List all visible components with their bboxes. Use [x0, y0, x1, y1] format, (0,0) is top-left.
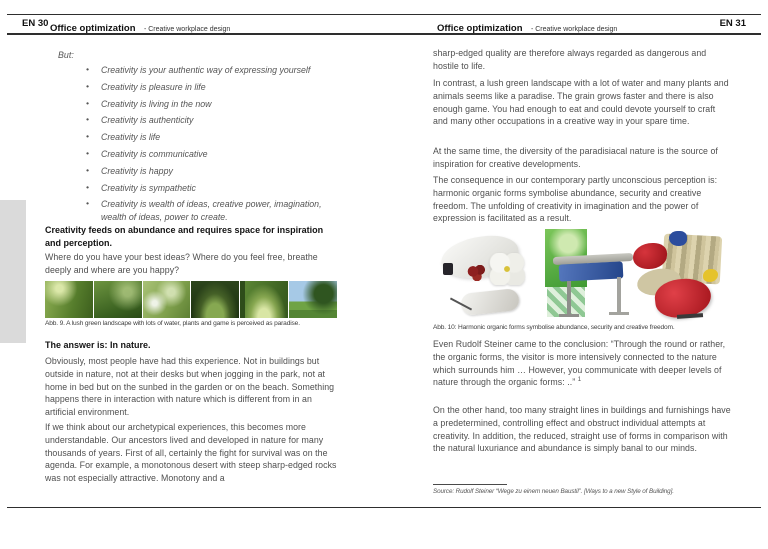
bullet-item: • Creativity is authenticity [86, 114, 342, 126]
creativity-bullet-list [86, 64, 342, 228]
header-title-left [50, 18, 230, 36]
header-title-left-sub: - Creative workplace design [143, 26, 231, 33]
fig9-photo-dark-tree [191, 281, 239, 318]
fig10-desk-leg [617, 277, 621, 313]
fig10-blue-blob-shape [669, 231, 687, 246]
para-archetypical: If we think about our archetypical experiences, this becomes more understandable. Our ancestors lived and developed in nature for many thousands of years. First of all, certainly the fight for survival was on the agenda. For example, a monotonous desert with steep sharp-edged rocks was not especially attractive. Monotony and a [45, 422, 337, 484]
section-side-tab [0, 200, 26, 343]
figure-9-caption: Abb. 9. A lush green landscape with lots of water, plants and game is perceived as paradise. [45, 320, 300, 327]
bullet-item: • Creativity is happy [86, 165, 342, 177]
para-straight-lines: On the other hand, too many straight lines in buildings and furnishings have a predetermined, controlling effect and obstruct individual attempts at creativity. In addition, the reduced, straight use of forms in comparison with the natural luxuriance and abundance is simply banal to our minds. [433, 405, 731, 454]
figure-10-caption: Abb. 10: Harmonic organic forms symbolise abundance, security and creative freedom. [433, 324, 675, 331]
page-header [7, 15, 761, 33]
fig10-desk-foot [559, 314, 579, 317]
left-intro-but: But: [58, 50, 74, 60]
bullet-item: • Creativity is pleasure in life [86, 81, 342, 93]
fig9-photo-green-path [240, 281, 288, 318]
steiner-quote-text: Even Rudolf Steiner came to the conclusion: “Through the round or rather, the organic forms, the visitor is more intensively connected to the nature which surrounds him … However, you communicate with deeper levels of nature through the organic forms: ..” [433, 339, 726, 388]
fig10-desk-blue-panel [559, 261, 624, 281]
fig10-red-flower-shape [467, 265, 487, 281]
fig10-white-flower-shape [489, 253, 525, 285]
heading-answer-nature: The answer is: In nature. [45, 340, 151, 350]
figure-10-organic-forms [433, 229, 729, 321]
para-rudolf-steiner [433, 338, 731, 389]
fig9-photo-plants [45, 281, 93, 318]
para-where-ideas: Where do you have your best ideas? Where do you feel free, breathe deeply and where are you happy? [45, 252, 318, 275]
para-obviously: Obviously, most people have had this experience. Not in buildings but outside in nature, not at their desks but when jogging in the park, not at home in bed but on the sunbed in the garden or on the beach. Something happens there in interaction with nature which is different from in an artificial environment. [45, 356, 335, 418]
fig9-photo-garden [94, 281, 142, 318]
figure-9-nature-strip [45, 281, 337, 318]
fig10-dark-camera-shape [443, 263, 453, 275]
header-title-left-main: Office optimization [50, 23, 136, 34]
fig10-table-leg-shape [677, 313, 703, 319]
page-number-left: EN 30 [22, 18, 49, 29]
bottom-frame-rule [7, 507, 761, 508]
para-sharp-edged: sharp-edged quality are therefore always regarded as dangerous and hostile to life. [433, 48, 707, 71]
footnote-rule [433, 484, 507, 485]
bullet-item: • Creativity is life [86, 131, 342, 143]
bullet-item: • Creativity is sympathetic [86, 182, 342, 194]
footnote-marker: 1 [577, 377, 582, 384]
fig10-green-pattern [547, 287, 585, 317]
heading-creativity-feeds: Creativity feeds on abundance and requires space for inspiration and perception. [45, 225, 324, 248]
bullet-item: • Creativity is communicative [86, 148, 342, 160]
footnote-source: Source: Rudolf Steiner “Wege zu einem neuen Baustil”. [Ways to a new Style of Building]. [433, 488, 674, 495]
header-title-right [437, 18, 617, 36]
header-title-right-main: Office optimization [437, 23, 523, 34]
bullet-item: • Creativity is your authentic way of expressing yourself [86, 64, 342, 76]
fig10-desk-leg [567, 281, 571, 315]
bullet-item: • Creativity is wealth of ideas, creative power, imagination, wealth of ideas, power to create. [86, 198, 342, 223]
header-title-right-sub: - Creative workplace design [530, 26, 618, 33]
fig10-desk-foot [609, 312, 629, 315]
para-consequence: The consequence in our contemporary partly unconscious perception is: harmonic organic forms symbolise abundance, security and creative freedom. The unfolding of creativity in imagination and the power of expression is facilitated as a result. [433, 175, 718, 224]
fig9-photo-sky-meadow [289, 281, 337, 318]
para-in-contrast: In contrast, a lush green landscape with a lot of water and many plants and animals seems like a paradise. The grain grows faster and there is also enough game. You had enough to eat and could devote yourself to craft and many other occupations in a creative way in your spare time. [433, 78, 729, 127]
fig9-photo-light-garden [143, 281, 191, 318]
bullet-item: • Creativity is living in the now [86, 98, 342, 110]
fig10-white-pod-shape [460, 288, 520, 316]
para-diversity: At the same time, the diversity of the paradisiacal nature is the source of inspiration for creative developments. [433, 146, 718, 169]
page-number-right: EN 31 [719, 18, 746, 29]
